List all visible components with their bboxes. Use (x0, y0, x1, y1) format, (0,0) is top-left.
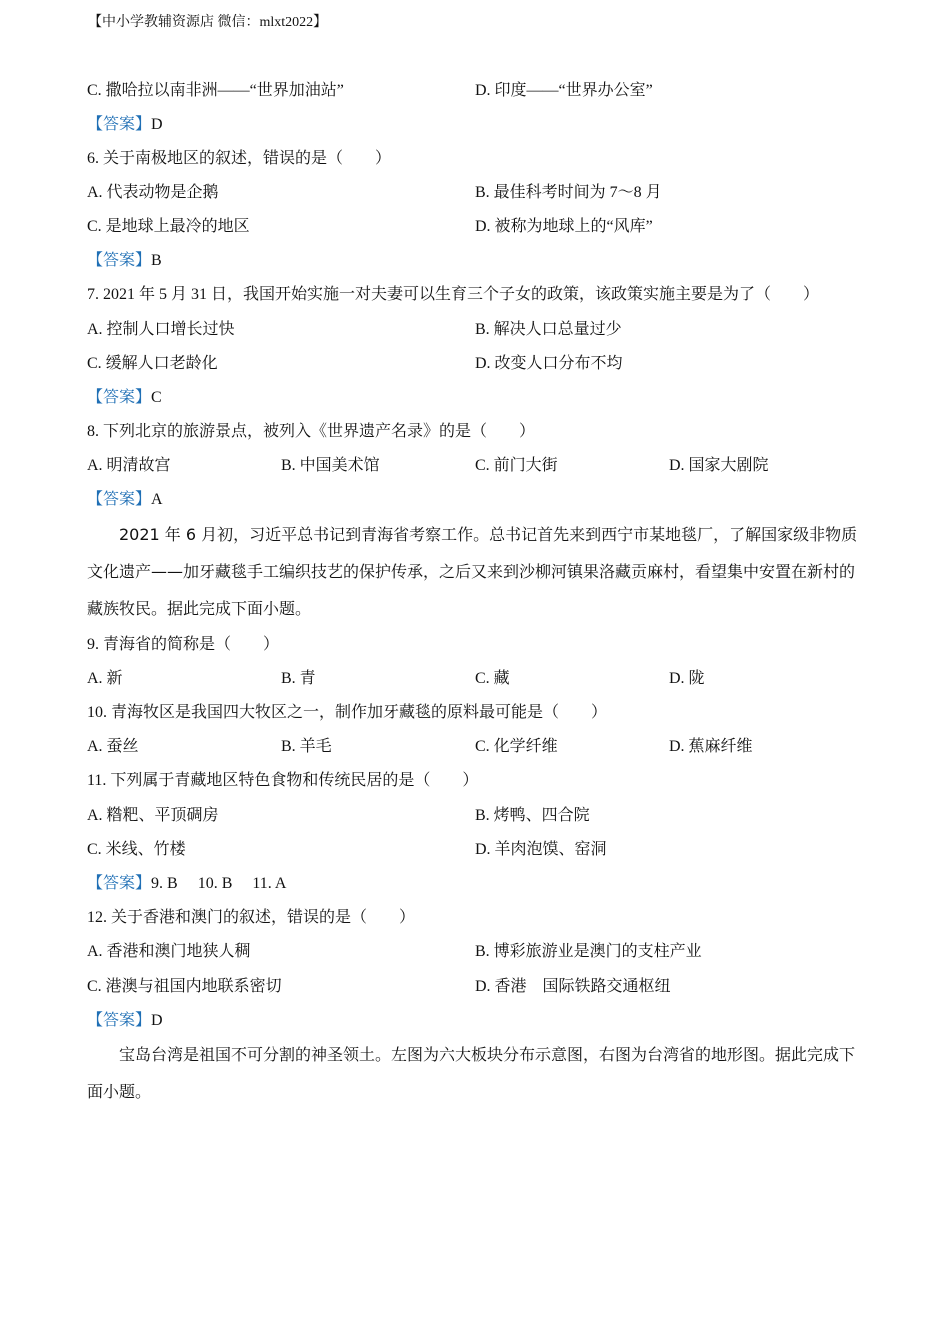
answer-tag: 【答案】 (87, 491, 152, 508)
q9-option-b: B. 青 (281, 670, 316, 687)
q8-option-b: B. 中国美术馆 (281, 457, 380, 474)
q8-option-d: D. 国家大剧院 (669, 457, 769, 474)
q10-option-b: B. 羊毛 (281, 738, 332, 755)
answer-value: C (151, 389, 162, 406)
q12-option-d: D. 香港 国际铁路交通枢纽 (475, 978, 671, 995)
q7-stem: 7. 2021 年 5 月 31 日，我国开始实施一对夫妻可以生育三个子女的政策，该政策实施主要是为了（ ） (87, 286, 820, 303)
answer-value: B (151, 252, 162, 269)
q5-option-d: D. 印度——“世界办公室” (475, 82, 653, 99)
answer-tag: 【答案】 (87, 252, 152, 269)
answer-value: D (151, 1012, 163, 1029)
answer-value: A (151, 491, 163, 508)
q7-option-a: A. 控制人口增长过快 (87, 321, 235, 338)
q6-stem: 6. 关于南极地区的叙述，错误的是（ ） (87, 150, 392, 167)
q7-answer (87, 388, 162, 408)
answer-value: 9. B 10. B 11. A (151, 875, 287, 892)
q5-answer (87, 115, 163, 135)
answer-tag: 【答案】 (87, 875, 152, 892)
answer-tag: 【答案】 (87, 389, 152, 406)
q8-stem: 8. 下列北京的旅游景点，被列入《世界遗产名录》的是（ ） (87, 423, 536, 440)
q9-option-a: A. 新 (87, 670, 123, 687)
q10-option-c: C. 化学纤维 (475, 738, 558, 755)
q12-stem: 12. 关于香港和澳门的叙述，错误的是（ ） (87, 909, 416, 926)
q9-11-answer (87, 874, 286, 894)
q6-option-d: D. 被称为地球上的“风库” (475, 218, 653, 235)
q11-option-b: B. 烤鸭、四合院 (475, 807, 590, 824)
q6-answer (87, 251, 162, 271)
q10-option-a: A. 蚕丝 (87, 738, 139, 755)
q11-option-c: C. 米线、竹楼 (87, 841, 186, 858)
q6-option-b: B. 最佳科考时间为 7～8 月 (475, 184, 662, 201)
q9-option-d: D. 陇 (669, 670, 705, 687)
q8-option-c: C. 前门大街 (475, 457, 558, 474)
q10-option-d: D. 蕉麻纤维 (669, 738, 753, 755)
q11-option-d: D. 羊肉泡馍、窑洞 (475, 841, 607, 858)
answer-tag: 【答案】 (87, 116, 152, 133)
q11-stem: 11. 下列属于青藏地区特色食物和传统民居的是（ ） (87, 772, 479, 789)
q12-answer (87, 1011, 163, 1031)
q11-option-a: A. 糌粑、平顶碉房 (87, 807, 219, 824)
q12-option-b: B. 博彩旅游业是澳门的支柱产业 (475, 943, 702, 960)
q12-option-c: C. 港澳与祖国内地联系密切 (87, 978, 282, 995)
q9-stem: 9. 青海省的简称是（ ） (87, 636, 280, 653)
q10-stem: 10. 青海牧区是我国四大牧区之一，制作加牙藏毯的原料最可能是（ ） (87, 704, 608, 721)
page-header: 【中小学教辅资源店 微信：mlxt2022】 (88, 15, 328, 30)
q6-option-c: C. 是地球上最冷的地区 (87, 218, 250, 235)
q7-option-b: B. 解决人口总量过少 (475, 321, 622, 338)
q7-option-c: C. 缓解人口老龄化 (87, 355, 218, 372)
q7-option-d: D. 改变人口分布不均 (475, 355, 623, 372)
q9-option-c: C. 藏 (475, 670, 510, 687)
q8-answer (87, 490, 163, 510)
answer-value: D (151, 116, 163, 133)
q8-option-a: A. 明清故宫 (87, 457, 171, 474)
q5-option-c: C. 撒哈拉以南非洲——“世界加油站” (87, 82, 344, 99)
q6-option-a: A. 代表动物是企鹅 (87, 184, 219, 201)
passage-taiwan: 宝岛台湾是祖国不可分割的神圣领土。左图为六大板块分布示意图，右图为台湾省的地形图。据此完成下面小题。 (87, 1045, 856, 1101)
passage-qinghai: 2021 年 6 月初，习近平总书记到青海省考察工作。总书记首先来到西宁市某地毯厂，了解国家级非物质文化遗产——加牙藏毯手工编织技艺的保护传承，之后又来到沙柳河镇果洛藏贡麻村，看望集中安置在新村的藏族牧民。据此完成下面小题。 (87, 525, 858, 618)
answer-tag: 【答案】 (87, 1012, 152, 1029)
q12-option-a: A. 香港和澳门地狭人稠 (87, 943, 251, 960)
